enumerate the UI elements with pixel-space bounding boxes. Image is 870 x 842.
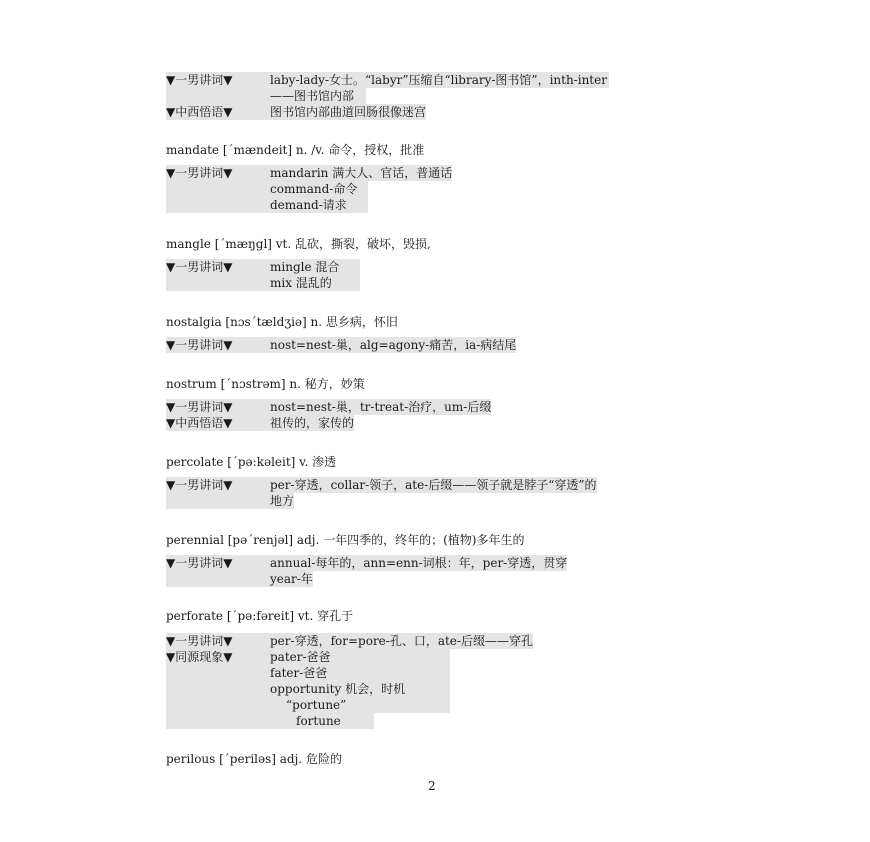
tag-label xyxy=(166,571,270,587)
tag-label: ▼一男讲词▼ xyxy=(166,337,270,353)
tag-label: ▼中西悟语▼ xyxy=(166,415,270,431)
entry-line: 祖传的，家传的 xyxy=(270,416,355,430)
entry-line: annual-每年的，ann=enn-词根：年，per-穿透，贯穿 xyxy=(270,556,568,570)
entry-line: 图书馆内部曲道回肠很像迷宫 xyxy=(270,105,427,119)
entry-headword: percolate [ˊpə:kəleit] v. 渗透 xyxy=(166,455,337,469)
entry-line: command-命令 xyxy=(270,181,368,197)
entry-line: year-年 xyxy=(270,572,313,586)
entry-line: fater-爸爸 xyxy=(270,665,450,681)
entry-line: per-穿透，collar-领子，ate-后缀——领子就是脖子“穿透”的 xyxy=(270,478,597,492)
entry-line: pater-爸爸 xyxy=(270,649,450,665)
entry-line: fortune xyxy=(270,713,374,729)
tag-label: ▼一男讲词▼ xyxy=(166,165,270,181)
entry-line: ——图书馆内部 xyxy=(270,88,366,104)
tag-label xyxy=(166,275,270,291)
entry-headword: mandate [ˊmændeit] n. /v. 命令，授权，批准 xyxy=(166,143,425,157)
entry-headword: nostrum [ˊnɔstrəm] n. 秘方，妙策 xyxy=(166,377,365,391)
entry-line: demand-请求 xyxy=(270,197,368,213)
entry-line: “portune” xyxy=(270,697,450,713)
tag-label xyxy=(166,197,270,213)
entry-line: per-穿透，for=pore-孔、口，ate-后缀——穿孔 xyxy=(270,634,533,648)
entry-line: mix 混乱的 xyxy=(270,275,360,291)
entry-line: laby-lady-女士。“labyr”压缩自“library-图书馆”，inth-inter xyxy=(270,73,607,87)
entry-line: opportunity 机会，时机 xyxy=(270,681,450,697)
tag-label: ▼中西悟语▼ xyxy=(166,104,270,120)
entry-headword: perforate [ˊpə:fəreit] vt. 穿孔于 xyxy=(166,609,354,623)
tag-label: ▼一男讲词▼ xyxy=(166,555,270,571)
tag-label xyxy=(166,493,270,509)
entry-headword: mangle [ˊmæŋgl] vt. 乱砍，撕裂，破坏，毁损, xyxy=(166,237,431,251)
tag-label: ▼一男讲词▼ xyxy=(166,477,270,493)
page-number: 2 xyxy=(428,779,436,793)
tag-label xyxy=(166,181,270,197)
entry-headword: perennial [pəˊrenjəl] adj. 一年四季的，终年的；(植物)多年生的 xyxy=(166,533,525,547)
tag-label: ▼一男讲词▼ xyxy=(166,633,270,649)
tag-label: ▼一男讲词▼ xyxy=(166,72,270,88)
entry-line: nost=nest-巢，tr-treat-治疗，um-后缀 xyxy=(270,400,492,414)
tag-label xyxy=(166,681,270,697)
entry-line: 地方 xyxy=(270,494,295,508)
tag-label xyxy=(166,665,270,681)
tag-label: ▼一男讲词▼ xyxy=(166,399,270,415)
tag-label: ▼一男讲词▼ xyxy=(166,259,270,275)
entry-line: mingle 混合 xyxy=(270,259,360,275)
entry-headword: perilous [ˊperiləs] adj. 危险的 xyxy=(166,752,342,766)
tag-label: ▼同源现象▼ xyxy=(166,649,270,665)
tag-label xyxy=(166,88,270,104)
tag-label xyxy=(166,697,270,713)
entry-line: mandarin 满大人、官话，普通话 xyxy=(270,166,453,180)
tag-label xyxy=(166,713,270,729)
entry-headword: nostalgia [nɔsˊtældʒiə] n. 思乡病，怀旧 xyxy=(166,315,398,329)
entry-line: nost=nest-巢，alg=agony-痛苦，ia-病结尾 xyxy=(270,338,517,352)
